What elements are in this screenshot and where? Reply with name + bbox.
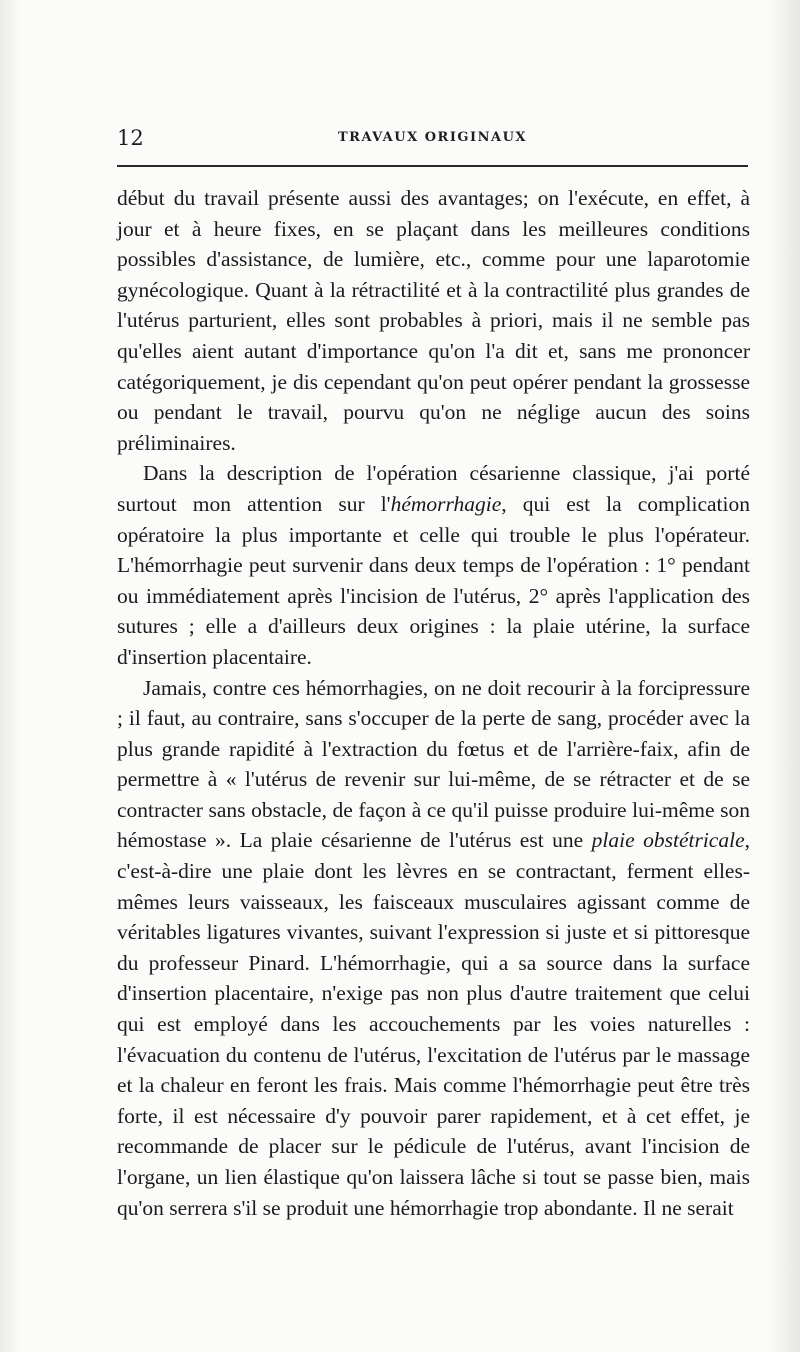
body-text: [117, 183, 750, 1223]
emphasis-term: plaie obstétricale: [591, 828, 745, 853]
paragraph-3: [117, 673, 750, 1224]
paragraph-text: début du travail présente aussi des avantages; on l'exécute, en effet, à jour et à heure fixes, en se plaçant dans les meilleures conditions possibles d'assistance, de lumière, etc., comme pour une laparotomie gynécologique. Quant à la rétractilité et à la contractilité plus grandes de l'utérus parturient, elles sont probables à priori, mais il ne semble pas qu'elles aient autant d'importance qu'on l'a dit et, sans me prononcer catégoriquement, je dis cependant qu'on peut opérer pendant la grossesse ou pendant le travail, pourvu qu'on ne néglige aucun des soins préliminaires.: [117, 186, 750, 455]
page-number: 12: [117, 126, 144, 150]
page-header: [117, 124, 748, 154]
running-title: TRAVAUX ORIGINAUX: [337, 130, 527, 145]
paragraph-1: [117, 183, 750, 458]
emphasis-term: hémorrhagie: [390, 491, 502, 516]
header-rule: [117, 165, 748, 167]
paragraph-text: Dans la description de l'opération césarienne classique, j'ai porté surtout mon attention sur l': [117, 461, 750, 516]
paragraph-text: , qui est la complication opératoire la plus importante et celle qui trouble le plus l'opérateur. L'hémorrhagie peut survenir dans deux temps de l'opération : 1° pendant ou immédiatement après l'incision de l'utérus, 2° après l'application des sutures ; elle a d'ailleurs deux origines : la plaie utérine, la surface d'insertion placentaire.: [117, 491, 750, 669]
paragraph-2: [117, 458, 750, 672]
paragraph-text: , c'est-à-dire une plaie dont les lèvres en se contractant, ferment elles-mêmes leurs vaisseaux, les faisceaux musculaires agissant comme de véritables ligatures vivantes, suivant l'expression si juste et si pittoresque du professeur Pinard. L'hémorrhagie, qui a sa source dans la surface d'insertion placentaire, n'exige pas non plus d'autre traitement que celui qui est employé dans les accouchements par les voies naturelles : l'évacuation du contenu de l'utérus, l'excitation de l'utérus par le massage et la chaleur en feront les frais. Mais comme l'hémorrhagie peut être très forte, il est nécessaire d'y pouvoir parer rapidement, et à cet effet, je recommande de placer sur le pédicule de l'utérus, avant l'incision de l'organe, un lien élastique qu'on laissera lâche si tout se passe bien, mais qu'on serrera s'il se produit une hémorrhagie trop abondante. Il ne serait: [117, 828, 750, 1220]
paragraph-text: Jamais, contre ces hémorrhagies, on ne doit recourir à la forcipressure ; il faut, au contraire, sans s'occuper de la perte de sang, procéder avec la plus grande rapidité à l'extraction du fœtus et de l'arrière-faix, afin de permettre à « l'utérus de revenir sur lui-même, de se rétracter et de se contracter sans obstacle, de façon à ce qu'il puisse produire lui-même son hémostase ». La plaie césarienne de l'utérus est une: [117, 675, 750, 853]
